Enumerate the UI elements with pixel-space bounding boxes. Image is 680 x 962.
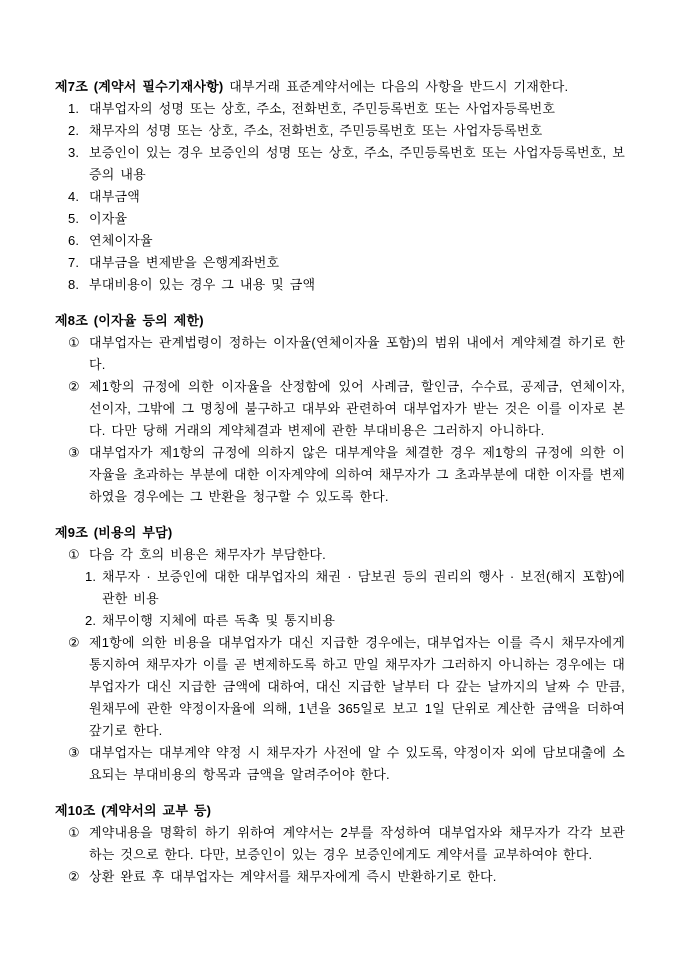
clause-text: 부대비용이 있는 경우 그 내용 및 금액 xyxy=(89,277,316,292)
clause-text: 대부금을 변제받을 은행계좌번호 xyxy=(89,255,280,270)
clause-text: 대부금액 xyxy=(89,189,141,204)
clause-marker: 8. xyxy=(68,277,80,292)
clause-item xyxy=(55,332,625,376)
clause-item xyxy=(55,120,625,142)
clause-item xyxy=(55,252,625,274)
article-heading xyxy=(55,310,625,332)
clause-text: 이자율 xyxy=(89,211,128,226)
clause-marker: 2. xyxy=(85,613,97,628)
clause-marker: 7. xyxy=(68,255,80,270)
article-title: 제7조 (계약서 필수기재사항) xyxy=(55,79,224,94)
clause-marker: ① xyxy=(68,547,80,562)
clause-item xyxy=(55,566,625,610)
article-3 xyxy=(55,522,625,786)
article-1 xyxy=(55,76,625,296)
clause-text: 대부업자의 성명 또는 상호, 주소, 전화번호, 주민등록번호 또는 사업자등록번호 xyxy=(89,101,556,116)
clause-item xyxy=(55,230,625,252)
article-heading xyxy=(55,76,625,98)
clause-text: 제1항에 의한 비용을 대부업자가 대신 지급한 경우에는, 대부업자는 이를 즉시 채무자에게 통지하여 채무자가 이를 곧 변제하도록 하고 만일 채무자가 그러하지 아니하는 경우에는 대부업자가 대신 지급한 금액에 대하여, 대신 지급한 날부터 다 갚는 날까지의 날짜 수 만큼, 원채무에 관한 약정이자율에 의해, 1년을 365일로 보고 1일 단위로 계산한 금액을 더하여 갚기로 한다. xyxy=(89,635,625,738)
clause-marker: 6. xyxy=(68,233,80,248)
clause-item xyxy=(55,544,625,566)
clause-item xyxy=(55,866,625,888)
clause-marker: ② xyxy=(68,379,80,394)
clause-item xyxy=(55,632,625,742)
clause-item xyxy=(55,822,625,866)
clause-marker: 5. xyxy=(68,211,80,226)
clause-marker: 3. xyxy=(68,145,80,160)
clause-text: 보증인이 있는 경우 보증인의 성명 또는 상호, 주소, 주민등록번호 또는 사업자등록번호, 보증의 내용 xyxy=(89,145,625,182)
article-title: 제10조 (계약서의 교부 등) xyxy=(55,803,212,818)
clause-text: 다음 각 호의 비용은 채무자가 부담한다. xyxy=(89,547,326,562)
clause-item xyxy=(55,98,625,120)
article-4 xyxy=(55,800,625,888)
article-2 xyxy=(55,310,625,508)
clause-text: 대부업자가 제1항의 규정에 의하지 않은 대부계약을 체결한 경우 제1항의 규정에 의한 이자율을 초과하는 부분에 대한 이자계약에 의하여 채무자가 그 초과부분에 대한 이자를 변제하였을 경우에는 그 반환을 청구할 수 있도록 한다. xyxy=(89,445,625,504)
clause-text: 제1항의 규정에 의한 이자율을 산정함에 있어 사례금, 할인금, 수수료, 공제금, 연체이자, 선이자, 그밖에 그 명칭에 불구하고 대부와 관련하여 대부업자가 받는 것은 이를 이자로 본다. 다만 당해 거래의 계약체결과 변제에 관한 부대비용은 그러하지 아니하다. xyxy=(89,379,625,438)
clause-text: 계약내용을 명확히 하기 위하여 계약서는 2부를 작성하여 대부업자와 채무자가 각각 보관하는 것으로 한다. 다만, 보증인이 있는 경우 보증인에게도 계약서를 교부하여야 한다. xyxy=(89,825,625,862)
clause-marker: ③ xyxy=(68,445,80,460)
article-heading xyxy=(55,522,625,544)
article-title: 제8조 (이자율 등의 제한) xyxy=(55,313,204,328)
clause-text: 채무자 · 보증인에 대한 대부업자의 채권 · 담보권 등의 권리의 행사 · 보전(해지 포함)에 관한 비용 xyxy=(102,569,625,606)
clause-item xyxy=(55,442,625,508)
clause-marker: ③ xyxy=(68,745,80,760)
clause-marker: ① xyxy=(68,825,80,840)
clause-text: 연체이자율 xyxy=(89,233,153,248)
clause-item xyxy=(55,610,625,632)
article-intro: 대부거래 표준계약서에는 다음의 사항을 반드시 기재한다. xyxy=(223,79,569,94)
article-title: 제9조 (비용의 부담) xyxy=(55,525,173,540)
clause-marker: 4. xyxy=(68,189,80,204)
clause-text: 상환 완료 후 대부업자는 계약서를 채무자에게 즉시 반환하기로 한다. xyxy=(89,869,497,884)
clause-item xyxy=(55,186,625,208)
document-body xyxy=(55,76,625,888)
clause-item xyxy=(55,274,625,296)
clause-item xyxy=(55,142,625,186)
clause-marker: 1. xyxy=(68,101,80,116)
clause-marker: ① xyxy=(68,335,80,350)
clause-text: 대부업자는 대부계약 약정 시 채무자가 사전에 알 수 있도록, 약정이자 외에 담보대출에 소요되는 부대비용의 항목과 금액을 알려주어야 한다. xyxy=(89,745,625,782)
clause-text: 채무자의 성명 또는 상호, 주소, 전화번호, 주민등록번호 또는 사업자등록번호 xyxy=(89,123,543,138)
clause-item xyxy=(55,376,625,442)
clause-text: 채무이행 지체에 따른 독촉 및 통지비용 xyxy=(102,613,336,628)
clause-text: 대부업자는 관계법령이 정하는 이자율(연체이자율 포함)의 범위 내에서 계약체결 하기로 한다. xyxy=(89,335,625,372)
clause-marker: 2. xyxy=(68,123,80,138)
clause-marker: ② xyxy=(68,869,80,884)
clause-item xyxy=(55,742,625,786)
clause-marker: 1. xyxy=(85,569,97,584)
clause-item xyxy=(55,208,625,230)
article-heading xyxy=(55,800,625,822)
clause-marker: ② xyxy=(68,635,80,650)
